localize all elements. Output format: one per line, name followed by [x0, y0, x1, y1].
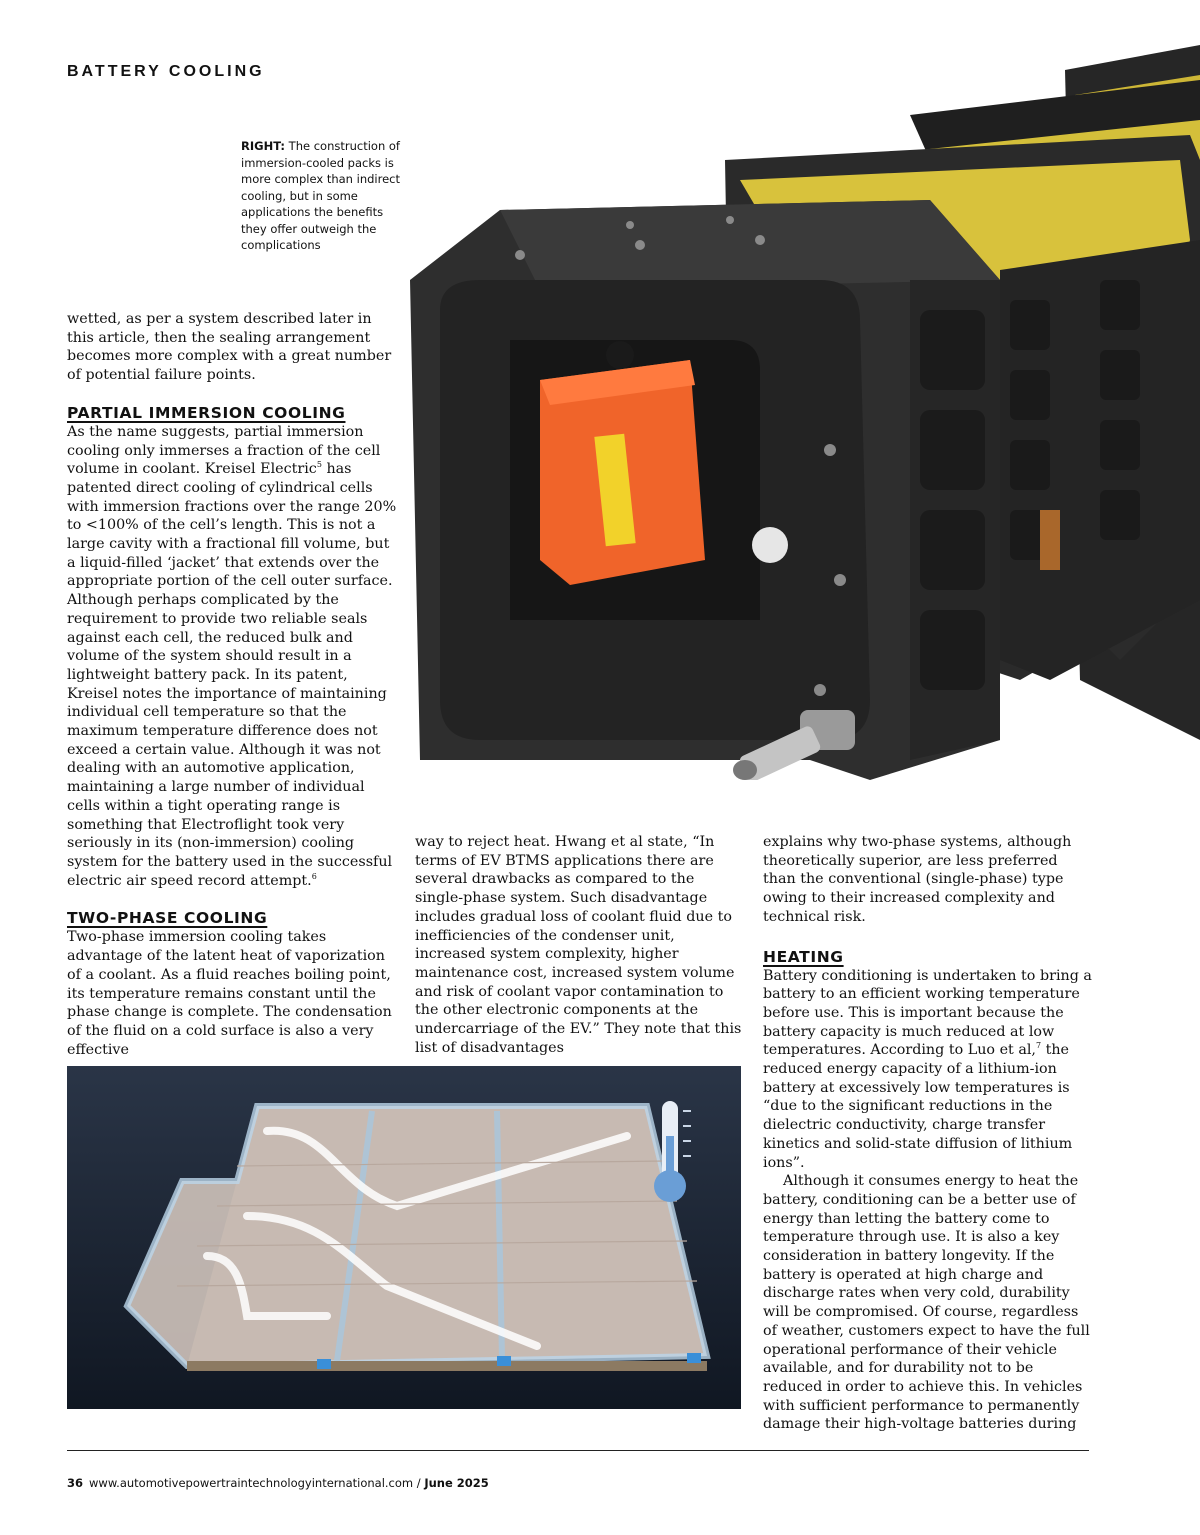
- col2-paragraph-1: way to reject heat. Hwang et al state, “In terms of EV BTMS applications there are several drawbacks as compared to the single-phase system. Such disadvantage includes gradual loss of coolant fluid due to inefficiencies of the condenser unit, increased system complexity, higher maintenance cost, increased system volume and risk of coolant vapor contamination to the other electronic components at the undercarriage of the EV.” They note that this list of disadvantages: [415, 834, 742, 1056]
- col3-paragraph-1: explains why two-phase systems, although theoretically superior, are less preferred than the conventional (single-phase) type owing to their increased complexity and technical risk.: [763, 834, 1072, 925]
- caption-text: The construction of immersion-cooled packs is more complex than indirect cooling, but in some applications the benefits they offer outweigh the complications: [241, 139, 400, 252]
- module-front: [410, 200, 1000, 780]
- heading-heating: HEATING: [763, 947, 844, 966]
- heading-partial-immersion: PARTIAL IMMERSION COOLING: [67, 403, 346, 422]
- column-3: [763, 833, 1093, 1434]
- col3-paragraph-3: Although it consumes energy to heat the battery, conditioning can be a better use of energy than letting the battery come to temperature through use. It is also a key consideration in battery longevity. If the battery is operated at high charge and discharge rates when very cold, durability will be compromised. Of course, regardless of weather, customers expect to have the full operational performance of their vehicle available, and for durability not to be reduced in order to achieve this. In vehicles with sufficient performance to permanently damage their high-voltage batteries during: [763, 1173, 1090, 1433]
- column-2: [415, 833, 745, 1057]
- section-label: BATTERY COOLING: [67, 63, 265, 80]
- cooling-plate-photo: [67, 1066, 741, 1409]
- col1-paragraph-2: As the name suggests, partial immersion cooling only immerses a fraction of the cell volume in coolant. Kreisel Electric$^5$ has patented direct cooling of cylindrical cells with immersion fractions over the range 20% to <100% of the cell’s length. This is not a large cavity with a fractional fill volume, but a liquid-filled ‘jacket’ that extends over the appropriate portion of the cell outer surface. Although perhaps complicated by the requirement to provide two reliable seals against each cell, the reduced bulk and volume of the system should result in a lightweight battery pack. In its patent, Kreisel notes the importance of maintaining individual cell temperature so that the maximum temperature difference does not exceed a certain value. Although it was not dealing with an automotive application, maintaining a large number of individual cells within a tight operating range is something that Electroflight took very seriously in its (non-immersion) cooling system for the battery used in the successful electric air speed record attempt.$^6$: [67, 423, 397, 889]
- footer-rule: [67, 1450, 1089, 1451]
- col1-paragraph-1: wetted, as per a system described later in this article, then the sealing arrangement becomes more complex with a great number of potential failure points.: [67, 311, 392, 384]
- heading-two-phase: TWO-PHASE COOLING: [67, 909, 268, 928]
- caption-label: RIGHT:: [241, 139, 286, 153]
- footer-url: www.automotivepowertraintechnologyinternational.com /: [89, 1476, 425, 1490]
- column-1: [67, 310, 397, 1059]
- page-number: 36: [67, 1476, 84, 1490]
- col3-paragraph-2: Battery conditioning is undertaken to bring a battery to an efficient working temperature before use. This is important because the battery capacity is much reduced at low temperatures. According to Luo et al,$^7$ the reduced energy capacity of a lithium-ion battery at excessively low temperatures is “due to the significant reductions in the dielectric conductivity, charge transfer kinetics and solid-state diffusion of lithium ions”.: [763, 967, 1092, 1171]
- col1-paragraph-3: Two-phase immersion cooling takes advantage of the latent heat of vaporization of a coolant. As a fluid reaches boiling point, its temperature remains constant until the phase change is complete. The condensation of the fluid on a cold surface is also a very effective: [67, 929, 392, 1058]
- battery-module-photo: [400, 40, 1200, 780]
- issue-date: June 2025: [424, 1476, 489, 1490]
- orange-cap: [540, 341, 705, 585]
- photo-caption: [241, 138, 406, 254]
- footer: [67, 1476, 489, 1490]
